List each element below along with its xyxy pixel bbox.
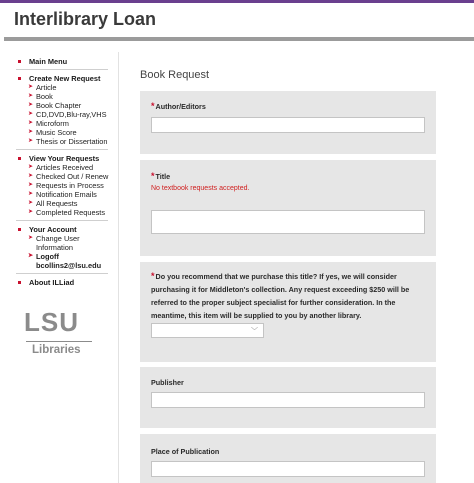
required-mark: * — [151, 271, 155, 281]
place-of-publication-label: Place of Publication — [151, 447, 220, 456]
arrow-right-icon: ➤ — [28, 235, 34, 241]
app-title: Interlibrary Loan — [14, 9, 157, 29]
arrow-right-icon: ➤ — [28, 129, 34, 135]
sidebar-divider — [16, 220, 108, 221]
arrow-right-icon: ➤ — [28, 138, 34, 144]
arrow-right-icon: ➤ — [28, 84, 34, 90]
logo-rule — [26, 341, 92, 342]
sidebar-link-music-score[interactable]: ➤ Music Score — [28, 128, 77, 137]
sidebar-link-requests-in-process[interactable]: ➤ Requests in Process — [28, 181, 104, 190]
sidebar-divider — [16, 273, 108, 274]
bullet-icon — [18, 228, 21, 231]
bullet-icon — [18, 60, 21, 63]
arrow-right-icon: ➤ — [28, 191, 34, 197]
lsu-logo-letters: LSU — [24, 307, 79, 337]
arrow-right-icon: ➤ — [28, 173, 34, 179]
publisher-field-group — [140, 367, 436, 428]
sidebar-link-change-user-information[interactable]: ➤ Change User Information — [28, 234, 80, 252]
arrow-right-icon: ➤ — [28, 164, 34, 170]
sidebar-link-all-requests[interactable]: ➤ All Requests — [28, 199, 78, 208]
sidebar-divider — [16, 69, 108, 70]
header-divider — [4, 37, 474, 41]
sidebar-section-view-requests: View Your Requests — [16, 153, 110, 163]
bullet-icon — [18, 77, 21, 80]
sidebar-item-main-menu[interactable]: Main Menu — [16, 56, 110, 66]
title-label: *Title — [151, 171, 171, 181]
sidebar-divider — [16, 149, 108, 150]
sidebar-item-about-illiad[interactable]: About ILLiad — [16, 277, 110, 287]
title-input[interactable] — [151, 210, 425, 234]
author-field-group — [140, 91, 436, 154]
arrow-right-icon: ➤ — [28, 111, 34, 117]
page-title: Book Request — [140, 69, 210, 81]
sidebar-link-thesis[interactable]: ➤ Thesis or Dissertation — [28, 137, 108, 146]
sidebar-nav — [16, 56, 110, 287]
publisher-label: Publisher — [151, 378, 184, 387]
sidebar-link-logoff[interactable]: ➤ Logoff bcollins2@lsu.edu — [28, 252, 102, 270]
required-mark: * — [151, 171, 155, 181]
required-mark: * — [151, 101, 155, 111]
place-of-publication-field-group — [140, 434, 436, 483]
title-field-group — [140, 160, 436, 256]
sidebar-link-book[interactable]: ➤ Book — [28, 92, 53, 101]
column-divider — [118, 52, 119, 483]
sidebar-link-book-chapter[interactable]: ➤ Book Chapter — [28, 101, 82, 110]
place-of-publication-input[interactable] — [151, 461, 425, 477]
sidebar-link-article[interactable]: ➤ Article — [28, 83, 57, 92]
sidebar-link-articles-received[interactable]: ➤ Articles Received — [28, 163, 94, 172]
purchase-field-group — [140, 262, 436, 362]
lsu-libraries-logo — [24, 309, 94, 361]
sidebar-link-checked-out[interactable]: ➤ Checked Out / Renew — [28, 172, 109, 181]
bullet-icon — [18, 157, 21, 160]
arrow-right-icon: ➤ — [28, 182, 34, 188]
sidebar-link-microform[interactable]: ➤ Microform — [28, 119, 69, 128]
textbook-warning: No textbook requests accepted. — [151, 185, 250, 192]
author-input[interactable] — [151, 117, 425, 133]
arrow-right-icon: ➤ — [28, 120, 34, 126]
bullet-icon — [18, 281, 21, 284]
sidebar-link-completed-requests[interactable]: ➤ Completed Requests — [28, 208, 106, 217]
author-label: *Author/Editors — [151, 101, 206, 111]
sidebar-link-notification-emails[interactable]: ➤ Notification Emails — [28, 190, 97, 199]
lsu-logo-text: Libraries — [32, 344, 81, 356]
arrow-right-icon: ➤ — [28, 102, 34, 108]
sidebar-link-cd-dvd[interactable]: ➤ CD,DVD,Blu-ray,VHS — [28, 110, 107, 119]
arrow-right-icon: ➤ — [28, 209, 34, 215]
arrow-right-icon: ➤ — [28, 253, 34, 259]
arrow-right-icon: ➤ — [28, 200, 34, 206]
arrow-right-icon: ➤ — [28, 93, 34, 99]
sidebar-section-create-new-request: Create New Request — [16, 73, 110, 83]
app-header — [0, 3, 474, 37]
chevron-down-icon: ﹀ — [251, 328, 258, 335]
sidebar-section-your-account: Your Account — [16, 224, 110, 234]
purchase-label: *Do you recommend that we purchase this title? If yes, we will consider purchasing it for Middleton's collection. Any request exceeding $250 will be referred to the proper subject specialist for further consideration. In the meantime, this item will be supplied to you by another library. — [151, 271, 410, 320]
publisher-input[interactable] — [151, 392, 425, 408]
purchase-select[interactable] — [151, 323, 264, 338]
